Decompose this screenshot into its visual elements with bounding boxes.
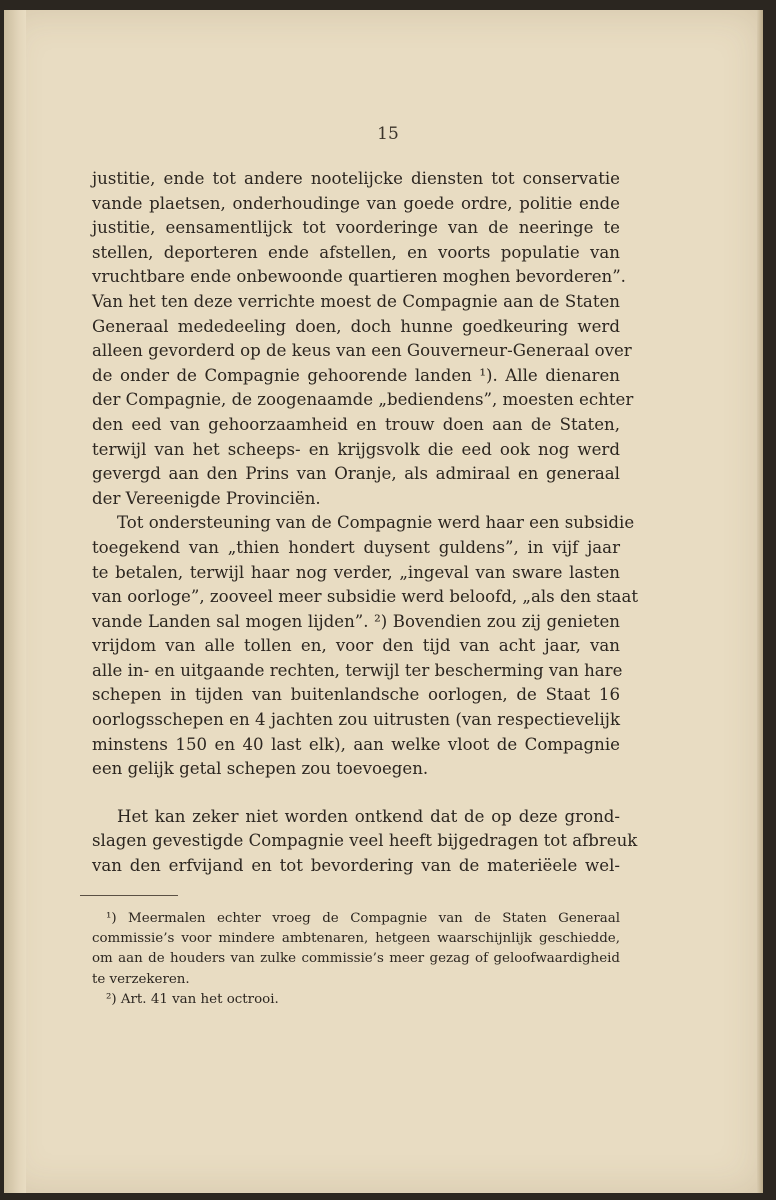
paragraph-2 <box>92 511 639 782</box>
footnote-separator <box>80 895 178 896</box>
text-line: Van het ten deze verrichte moest de Compagnie aan de Staten <box>92 291 620 311</box>
text-line: terwijl van het scheeps- en krijgsvolk die eed ook nog werd <box>92 439 620 459</box>
text-line: alle in- en uitgaande rechten, terwijl ter bescherming van hare <box>92 660 623 680</box>
text-line: stellen, deporteren ende afstellen, en voorts populatie van <box>92 242 620 262</box>
text-line: vande plaetsen, onderhoudinge van goede ordre, politie ende <box>92 193 620 213</box>
text-line: der Compagnie, de zoogenaamde „bediendens”, moesten echter <box>92 390 634 410</box>
paragraph-spacer <box>92 782 620 805</box>
footnote-1 <box>92 909 620 990</box>
page-number: 15 <box>377 124 399 144</box>
footnote-line: ²) Art. 41 van het octrooi. <box>106 991 279 1007</box>
text-line: van den erfvijand en tot bevordering van de materiëele wel- <box>92 856 620 876</box>
paragraph-1 <box>92 167 634 511</box>
text-line: alleen gevorderd op de keus van een Gouverneur-Generaal over <box>92 341 632 361</box>
text-line: oorlogsschepen en 4 jachten zou uitrusten (van respectievelijk <box>92 710 620 730</box>
footnote-line: om aan de houders van zulke commissie’s meer gezag of geloofwaardigheid <box>92 951 620 967</box>
footnote-line: te verzekeren. <box>92 971 190 987</box>
footnotes <box>92 909 620 1010</box>
text-line: toegekend van „thien hondert duysent guldens”, in vijf jaar <box>92 537 620 557</box>
text-line: Tot ondersteuning van de Compagnie werd haar een subsidie <box>117 513 635 533</box>
text-line: justitie, ende tot andere nootelijcke diensten tot conservatie <box>92 169 620 188</box>
text-line: Het kan zeker niet worden ontkend dat de op deze grond- <box>117 806 620 826</box>
footnote-line: commissie’s voor mindere ambtenaren, hetgeen waarschijnlijk geschiedde, <box>92 931 620 947</box>
footnote-line: ¹) Meermalen echter vroeg de Compagnie van de Staten Generaal <box>106 911 620 926</box>
text-line: gevergd aan den Prins van Oranje, als admiraal en generaal <box>92 464 620 484</box>
page-spine-shadow <box>4 10 26 1193</box>
text-line: Generaal mededeeling doen, doch hunne goedkeuring werd <box>92 316 620 336</box>
text-line: de onder de Compagnie gehoorende landen ¹). Alle dienaren <box>92 365 620 385</box>
text-line: slagen gevestigde Compagnie veel heeft bijgedragen tot afbreuk <box>92 831 638 851</box>
text-line: der Vereenigde Provinciën. <box>92 488 321 508</box>
text-line: vruchtbare ende onbewoonde quartieren moghen bevorderen”. <box>92 267 626 287</box>
main-text <box>92 167 639 879</box>
text-line: van oorloge”, zooveel meer subsidie werd beloofd, „als den staat <box>92 587 639 607</box>
page-edge <box>757 10 763 1193</box>
text-line: schepen in tijden van buitenlandsche oorlogen, de Staat 16 <box>92 685 620 705</box>
text-line: vrijdom van alle tollen en, voor den tijd van acht jaar, van <box>92 636 620 656</box>
text-line: vande Landen sal mogen lijden”. ²) Bovendien zou zij genieten <box>92 611 620 631</box>
paragraph-3 <box>92 805 638 879</box>
text-line: justitie, eensamentlijck tot voorderinge van de neeringe te <box>92 218 620 238</box>
text-line: den eed van gehoorzaamheid en trouw doen aan de Staten, <box>92 414 620 434</box>
text-line: te betalen, terwijl haar nog verder, „ingeval van sware lasten <box>92 562 620 582</box>
footnote-2 <box>92 990 620 1010</box>
text-line: minstens 150 en 40 last elk), aan welke vloot de Compagnie <box>92 734 620 754</box>
text-line: een gelijk getal schepen zou toevoegen. <box>92 759 429 779</box>
